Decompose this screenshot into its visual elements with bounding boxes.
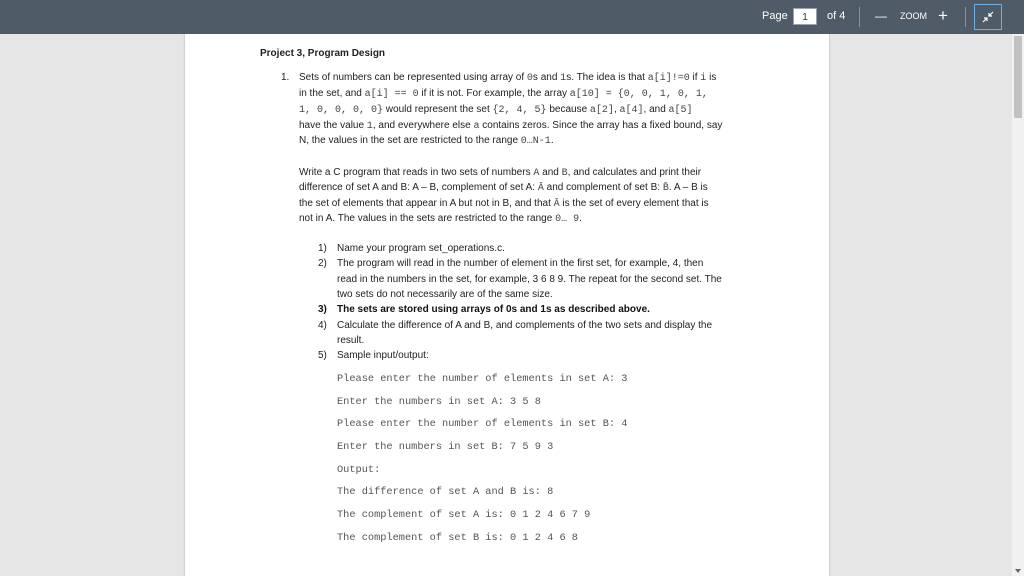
zoom-label: ZOOM	[900, 11, 927, 21]
paragraph-line: in the set, and a[i] == 0 if it is not. For example, the array a[10] = {0, 0, 1, 0, 1,	[299, 88, 708, 100]
step-text: read in the numbers in the set, for example, 3 6 8 9. The repeat for the second set. The	[337, 274, 722, 285]
scrollbar-thumb[interactable]	[1014, 36, 1022, 118]
step-number: 3)	[318, 304, 327, 315]
paragraph-line: N, the values in the set are restricted to the range 0…N-1.	[299, 135, 554, 147]
step-text: The sets are stored using arrays of 0s and 1s as described above.	[337, 304, 650, 315]
viewer-toolbar	[0, 0, 1024, 34]
step-text: result.	[337, 335, 365, 346]
document-viewport[interactable]	[0, 34, 1012, 576]
paragraph-line: Write a C program that reads in two sets of numbers A and B, and calculates and print their	[299, 167, 702, 179]
toolbar-divider	[965, 7, 966, 27]
sample-io-line: Enter the numbers in set A: 3 5 8	[337, 396, 541, 408]
sample-io-line: Enter the numbers in set B: 7 5 9 3	[337, 441, 554, 453]
paragraph-line: have the value 1, and everywhere else a contains zeros. Since the array has a fixed bound, say	[299, 120, 723, 132]
sample-io-line: Please enter the number of elements in set B: 4	[337, 418, 628, 430]
step-number: 5)	[318, 350, 327, 361]
sample-io-line: Please enter the number of elements in set A: 3	[337, 373, 628, 385]
sample-io-line: Output:	[337, 464, 381, 476]
step-number: 1)	[318, 243, 327, 254]
step-number: 2)	[318, 258, 327, 269]
step-text: Calculate the difference of A and B, and complements of the two sets and display the	[337, 320, 713, 331]
paragraph-line: the set of elements that appear in A but not in B, and that Ā is the set of every element that is	[299, 198, 709, 210]
step-text: Sample input/output:	[337, 350, 429, 361]
step-text: Name your program set_operations.c.	[337, 243, 505, 254]
zoom-out-button[interactable]: —	[875, 9, 887, 23]
sample-io-line: The complement of set B is: 0 1 2 4 6 8	[337, 532, 578, 544]
step-text: The program will read in the number of element in the first set, for example, 4, then	[337, 258, 704, 269]
sample-io-line: The complement of set A is: 0 1 2 4 6 7 9	[337, 509, 591, 521]
step-text: two sets do not necessarily are of the same size.	[337, 289, 553, 300]
list-number: 1.	[281, 72, 290, 83]
page-title: Project 3, Program Design	[260, 48, 386, 59]
page-count: of 4	[827, 10, 846, 22]
zoom-in-button[interactable]: +	[938, 6, 948, 25]
document-page	[185, 34, 829, 576]
paragraph-line: Sets of numbers can be represented using array of 0s and 1s. The idea is that a[i]!=0 if i is	[299, 72, 717, 84]
sample-io-line: The difference of set A and B is: 8	[337, 486, 554, 498]
scroll-down-arrow-icon[interactable]	[1015, 569, 1021, 573]
paragraph-line: difference of set A and B: A – B, complement of set A: Ā and complement of set B: B̄. A – B is	[299, 182, 708, 194]
paragraph-line: not in A. The values in the sets are restricted to the range 0… 9.	[299, 213, 582, 225]
page-label: Page	[762, 10, 788, 22]
page-number-input[interactable]: 1	[793, 8, 817, 25]
paragraph-line: 1, 0, 0, 0, 0} would represent the set {2, 4, 5} because a[2], a[4], and a[5]	[299, 104, 693, 116]
vertical-scrollbar[interactable]	[1012, 34, 1024, 576]
step-number: 4)	[318, 320, 327, 331]
toolbar-divider	[859, 7, 860, 27]
collapse-icon	[981, 10, 995, 24]
exit-fullscreen-button[interactable]	[974, 4, 1002, 30]
